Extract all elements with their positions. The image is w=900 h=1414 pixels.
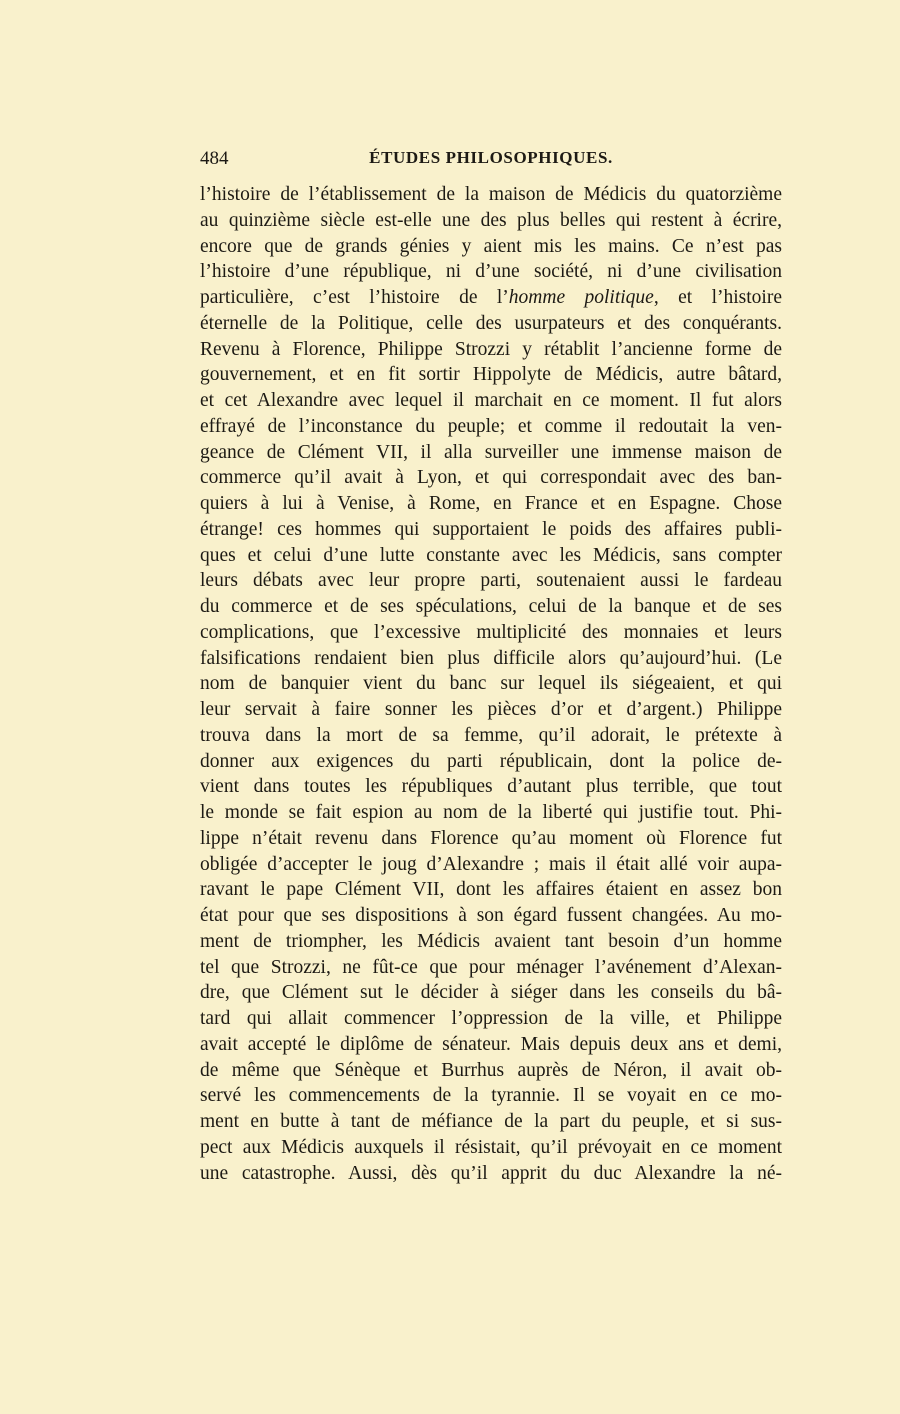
text-line: au quinzième siècle est-elle une des plus belles qui restent à écrire, — [200, 209, 782, 231]
text-line: ment en butte à tant de méfiance de la part du peuple, et si sus- — [200, 1111, 782, 1132]
text-line: nom de banquier vient du banc sur lequel ils siégeaient, et qui — [200, 673, 782, 695]
text-line: tel que Strozzi, ne fût-ce que pour ménager l’avénement d’Alexan- — [200, 956, 782, 978]
text-line: gouvernement, et en fit sortir Hippolyte de Médicis, autre bâtard, — [200, 364, 782, 386]
text-line: éternelle de la Politique, celle des usurpateurs et des conquérants. — [200, 312, 782, 334]
text-line: trouva dans la mort de sa femme, qu’il adorait, le prétexte à — [200, 724, 782, 746]
text-line: état pour que ses dispositions à son égard fussent changées. Au mo- — [200, 905, 782, 926]
text-line: pect aux Médicis auxquels il résistait, qu’il prévoyait en ce moment — [200, 1136, 782, 1158]
text-line: et cet Alexandre avec lequel il marchait en ce moment. Il fut alors — [200, 390, 782, 411]
text-line: une catastrophe. Aussi, dès qu’il apprit du duc Alexandre la né- — [200, 1162, 782, 1184]
body-text — [200, 182, 782, 1186]
text-line: de même que Sénèque et Burrhus auprès de Néron, il avait ob- — [200, 1059, 782, 1081]
text-line: falsifications rendaient bien plus difficile alors qu’aujourd’hui. (Le — [200, 647, 782, 669]
text-line: l’histoire d’une république, ni d’une société, ni d’une civilisation — [200, 261, 782, 283]
text-line: étrange! ces hommes qui supportaient le poids des affaires publi- — [200, 518, 782, 540]
text-line: dre, que Clément sut le décider à siéger dans les conseils du bâ- — [200, 982, 782, 1004]
text-line: leur servait à faire sonner les pièces d’or et d’argent.) Philippe — [200, 699, 782, 720]
text-line: effrayé de l’inconstance du peuple; et comme il redoutait la ven- — [200, 415, 782, 437]
text-line: le monde se fait espion au nom de la liberté qui justifie tout. Phi- — [200, 802, 782, 823]
text-line: l’histoire de l’établissement de la maison de Médicis du quatorzième — [200, 184, 782, 205]
text-line: commerce qu’il avait à Lyon, et qui correspondait avec des ban- — [200, 467, 782, 489]
text-line: complications, que l’excessive multiplicité des monnaies et leurs — [200, 621, 782, 643]
text-line: Revenu à Florence, Philippe Strozzi y rétablit l’ancienne forme de — [200, 338, 782, 360]
text-line: particulière, c’est l’histoire de l’homme politique, et l’histoire — [200, 287, 782, 308]
text-line: du commerce et de ses spéculations, celui de la banque et de ses — [200, 596, 782, 617]
running-title: ÉTUDES PHILOSOPHIQUES. — [369, 148, 613, 167]
text-line: quiers à lui à Venise, à Rome, en France et en Espagne. Chose — [200, 493, 782, 514]
page-number: 484 — [200, 148, 229, 169]
text-line: servé les commencements de la tyrannie. Il se voyait en ce mo- — [200, 1085, 782, 1107]
text-line: avait accepté le diplôme de sénateur. Mais depuis deux ans et demi, — [200, 1033, 782, 1055]
text-line: encore que de grands génies y aient mis les mains. Ce n’est pas — [200, 235, 782, 257]
text-line: ment de triompher, les Médicis avaient tant besoin d’un homme — [200, 930, 782, 952]
text-line: leurs débats avec leur propre parti, soutenaient aussi le fardeau — [200, 570, 782, 592]
text-line: donner aux exigences du parti républicain, dont la police de- — [200, 750, 782, 772]
text-line: ravant le pape Clément VII, dont les affaires étaient en assez bon — [200, 879, 782, 901]
text-line: obligée d’accepter le joug d’Alexandre ; mais il était allé voir aupa- — [200, 853, 782, 875]
running-header — [200, 148, 782, 174]
text-line: vient dans toutes les républiques d’autant plus terrible, que tout — [200, 776, 782, 798]
text-line: geance de Clément VII, il alla surveiller une immense maison de — [200, 441, 782, 463]
text-line: ques et celui d’une lutte constante avec les Médicis, sans compter — [200, 544, 782, 566]
text-line: tard qui allait commencer l’oppression de la ville, et Philippe — [200, 1008, 782, 1029]
text-line: lippe n’était revenu dans Florence qu’au moment où Florence fut — [200, 827, 782, 849]
